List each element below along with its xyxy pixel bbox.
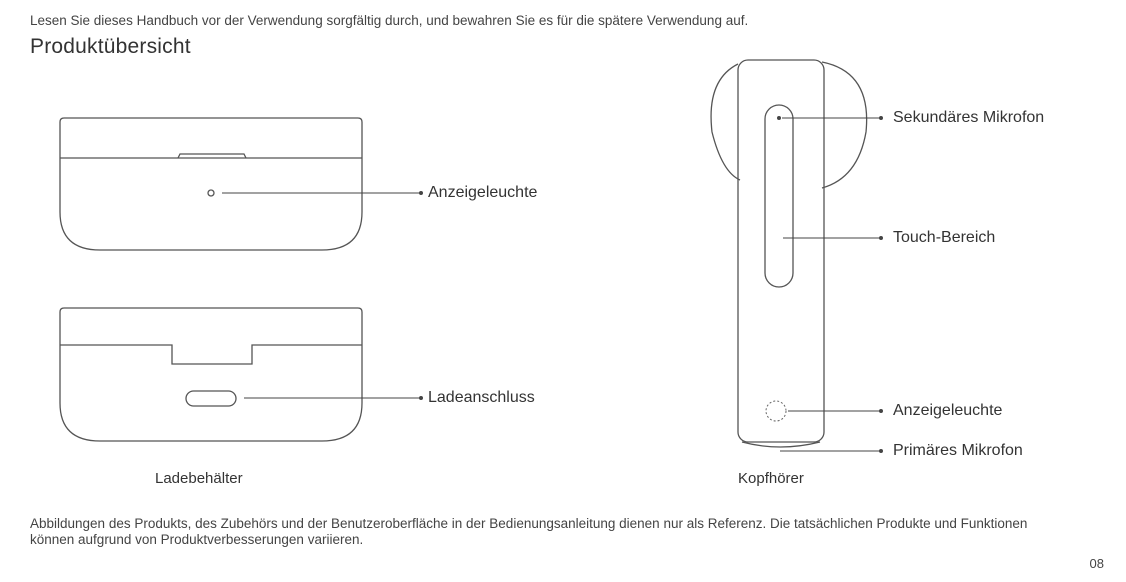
case-indicator-label: Anzeigeleuchte xyxy=(428,184,538,201)
case-indicator-light-icon xyxy=(208,190,214,196)
footer-disclaimer: Abbildungen des Produkts, des Zubehörs und der Benutzeroberfläche in der Bedienungsanleitung dienen nur als Referenz. Die tatsächlichen Produkte und Funktionen können aufgrund von Produktverbesserungen variieren. xyxy=(30,516,1028,547)
earbud-drawing xyxy=(711,60,883,453)
earbud-caption: Kopfhörer xyxy=(738,470,804,487)
charging-case-open-drawing xyxy=(60,308,423,441)
charging-case-closed-drawing xyxy=(60,118,423,250)
usb-port-icon xyxy=(186,391,236,406)
intro-text: Lesen Sie dieses Handbuch vor der Verwendung sorgfältig durch, und bewahren Sie es für die spätere Verwendung auf. xyxy=(30,13,749,28)
earbud-indicator-label: Anzeigeleuchte xyxy=(893,402,1003,419)
secondary-mic-icon xyxy=(777,116,781,120)
secondary-mic-label: Sekundäres Mikrofon xyxy=(893,109,1045,126)
page-number: 08 xyxy=(1089,556,1104,571)
primary-mic-label: Primäres Mikrofon xyxy=(893,442,1023,459)
page-title: Produktübersicht xyxy=(30,35,191,58)
touch-area-label: Touch-Bereich xyxy=(893,229,996,246)
case-port-label: Ladeanschluss xyxy=(428,389,535,406)
earbud-indicator-icon xyxy=(766,401,786,421)
case-caption: Ladebehälter xyxy=(155,470,243,487)
